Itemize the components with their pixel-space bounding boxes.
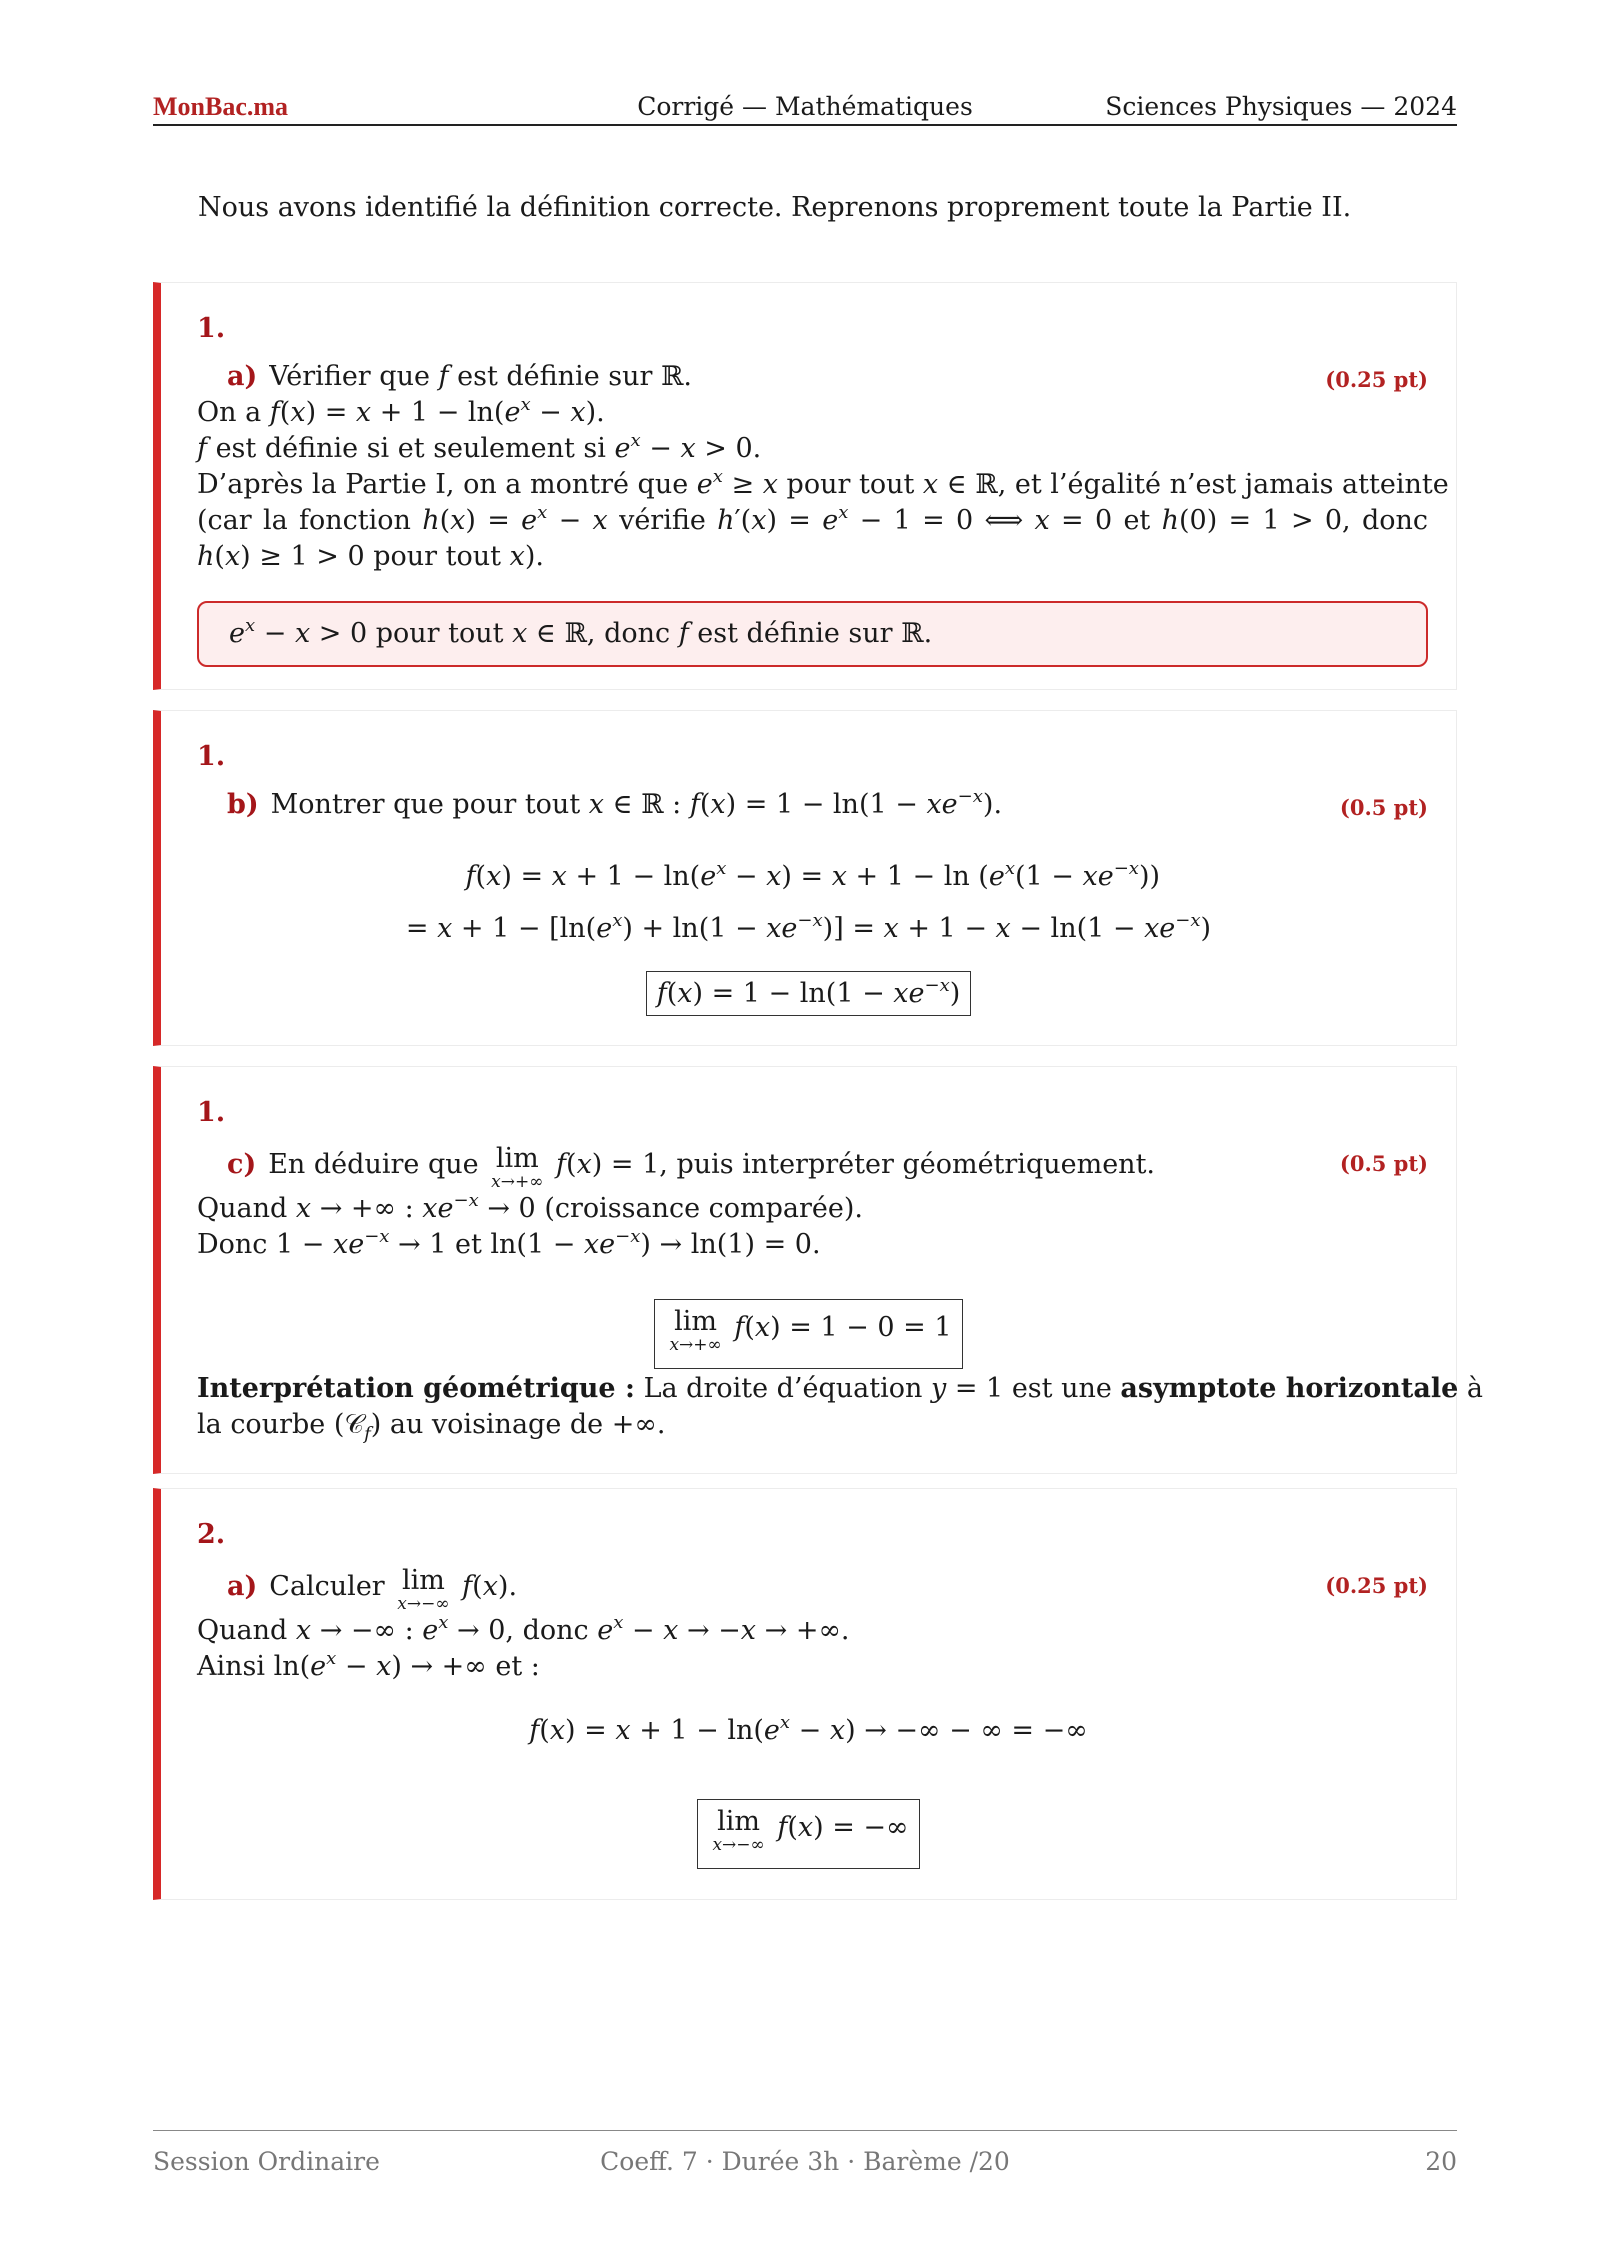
line: f est définie si et seulement si $e^x - x > 0$.	[197, 430, 762, 464]
footer-center: Coeff. 7 · Durée 3h · Barème /20	[600, 2147, 1010, 2176]
points-badge: (0.5 pt)	[1339, 1151, 1428, 1176]
line: (car la fonction $h(x) = e^x - x$ vérifie $h'(x) = e^x - 1 = 0$ ⟺ x = 0 et h(0) = 1 > 0, donc	[197, 502, 1428, 536]
interp-bold: asymptote horizontale	[1120, 1373, 1459, 1404]
question-letter: c)	[227, 1149, 257, 1180]
conclusion-text: $e^x - x > 0$ pour tout x ∈ ℝ, donc f est définie sur ℝ.	[229, 615, 933, 649]
question-title: c) En déduire que lim x→+∞ f(x) = 1, puis interpréter géométriquement.	[227, 1143, 1155, 1192]
question-letter: a)	[227, 1571, 258, 1602]
footer-left: Session Ordinaire	[153, 2147, 380, 2176]
interpretation-line: Interprétation géométrique : La droite d’équation y = 1 est une asymptote horizontale à	[197, 1373, 1483, 1404]
equation-line: $f(x) = x + 1 - \ln(e^x - x) = x + 1 - \ln (e^x(1 - xe^{-x}))$	[465, 858, 1161, 892]
line: On a $f(x) = x + 1 - \ln(e^x - x)$.	[197, 394, 605, 428]
question-card-1c	[153, 1066, 1483, 1474]
points-badge: (0.25 pt)	[1325, 1573, 1428, 1598]
question-card-2a	[153, 1488, 1457, 1900]
line: Quand x → −∞ : $e^x \to 0$, donc $e^x - x \to -x$ → +∞.	[197, 1612, 850, 1646]
line: Quand x → +∞ : $xe^{-x} \to 0$ (croissance comparée).	[197, 1190, 863, 1224]
header-right: Sciences Physiques — 2024	[1105, 92, 1457, 121]
question-number: 1.	[197, 1097, 226, 1128]
equation-line: = $x + 1 - [\ln(e^x) + \ln(1 - xe^{-x})] = x + 1 - x - \ln(1 - xe^{-x})$	[405, 910, 1212, 944]
page-number: 20	[1425, 2147, 1457, 2176]
question-letter: a)	[227, 361, 258, 392]
boxed-result: lim x→−∞ f(x) = −∞	[161, 1799, 1456, 1869]
equation-line: $f(x) = x + 1 - \ln(e^x - x)$ → −∞ − ∞ = −∞	[529, 1712, 1088, 1746]
header-center: Corrigé — Mathématiques	[637, 92, 973, 121]
line: Donc $1 - xe^{-x} \to 1$ et $\ln(1 - xe^{-x}) \to \ln(1) = 0$.	[197, 1226, 821, 1260]
line: Ainsi $\ln(e^x - x)$ → +∞ et :	[197, 1648, 540, 1682]
question-number: 2.	[197, 1519, 226, 1550]
header-brand[interactable]: MonBac.ma	[153, 92, 289, 121]
line: la courbe (𝒞$_f$) au voisinage de +∞.	[197, 1409, 666, 1445]
question-card-1a	[153, 282, 1457, 690]
conclusion-box	[197, 601, 1428, 667]
page-footer	[153, 2130, 1457, 2180]
line: h(x) ≥ 1 > 0 pour tout x).	[197, 541, 544, 572]
question-letter: b)	[227, 789, 259, 820]
points-badge: (0.25 pt)	[1325, 367, 1428, 392]
boxed-result: $f(x) = 1 - \ln(1 - xe^{-x})$	[161, 971, 1456, 1016]
page-header	[153, 88, 1457, 126]
question-card-1b	[153, 710, 1457, 1046]
points-badge: (0.5 pt)	[1339, 795, 1428, 820]
question-title: b) Montrer que pour tout x ∈ ℝ : $f(x) = 1 - \ln(1 - xe^{-x})$.	[227, 786, 1003, 820]
intro-text: Nous avons identifié la définition correcte. Reprenons proprement toute la Partie II.	[198, 192, 1352, 223]
boxed-result: lim x→+∞ f(x) = 1 − 0 = 1	[161, 1299, 1456, 1369]
question-title: a) Calculer lim x→−∞ f(x).	[227, 1565, 518, 1614]
interp-label: Interprétation géométrique :	[197, 1373, 635, 1404]
question-number: 1.	[197, 313, 226, 344]
question-number: 1.	[197, 741, 226, 772]
question-title: a) Vérifier que f est définie sur ℝ.	[227, 361, 693, 392]
line: D’après la Partie I, on a montré que $e^x \ge x$ pour tout x ∈ ℝ, et l’égalité n’est jamais atteinte	[197, 466, 1449, 500]
